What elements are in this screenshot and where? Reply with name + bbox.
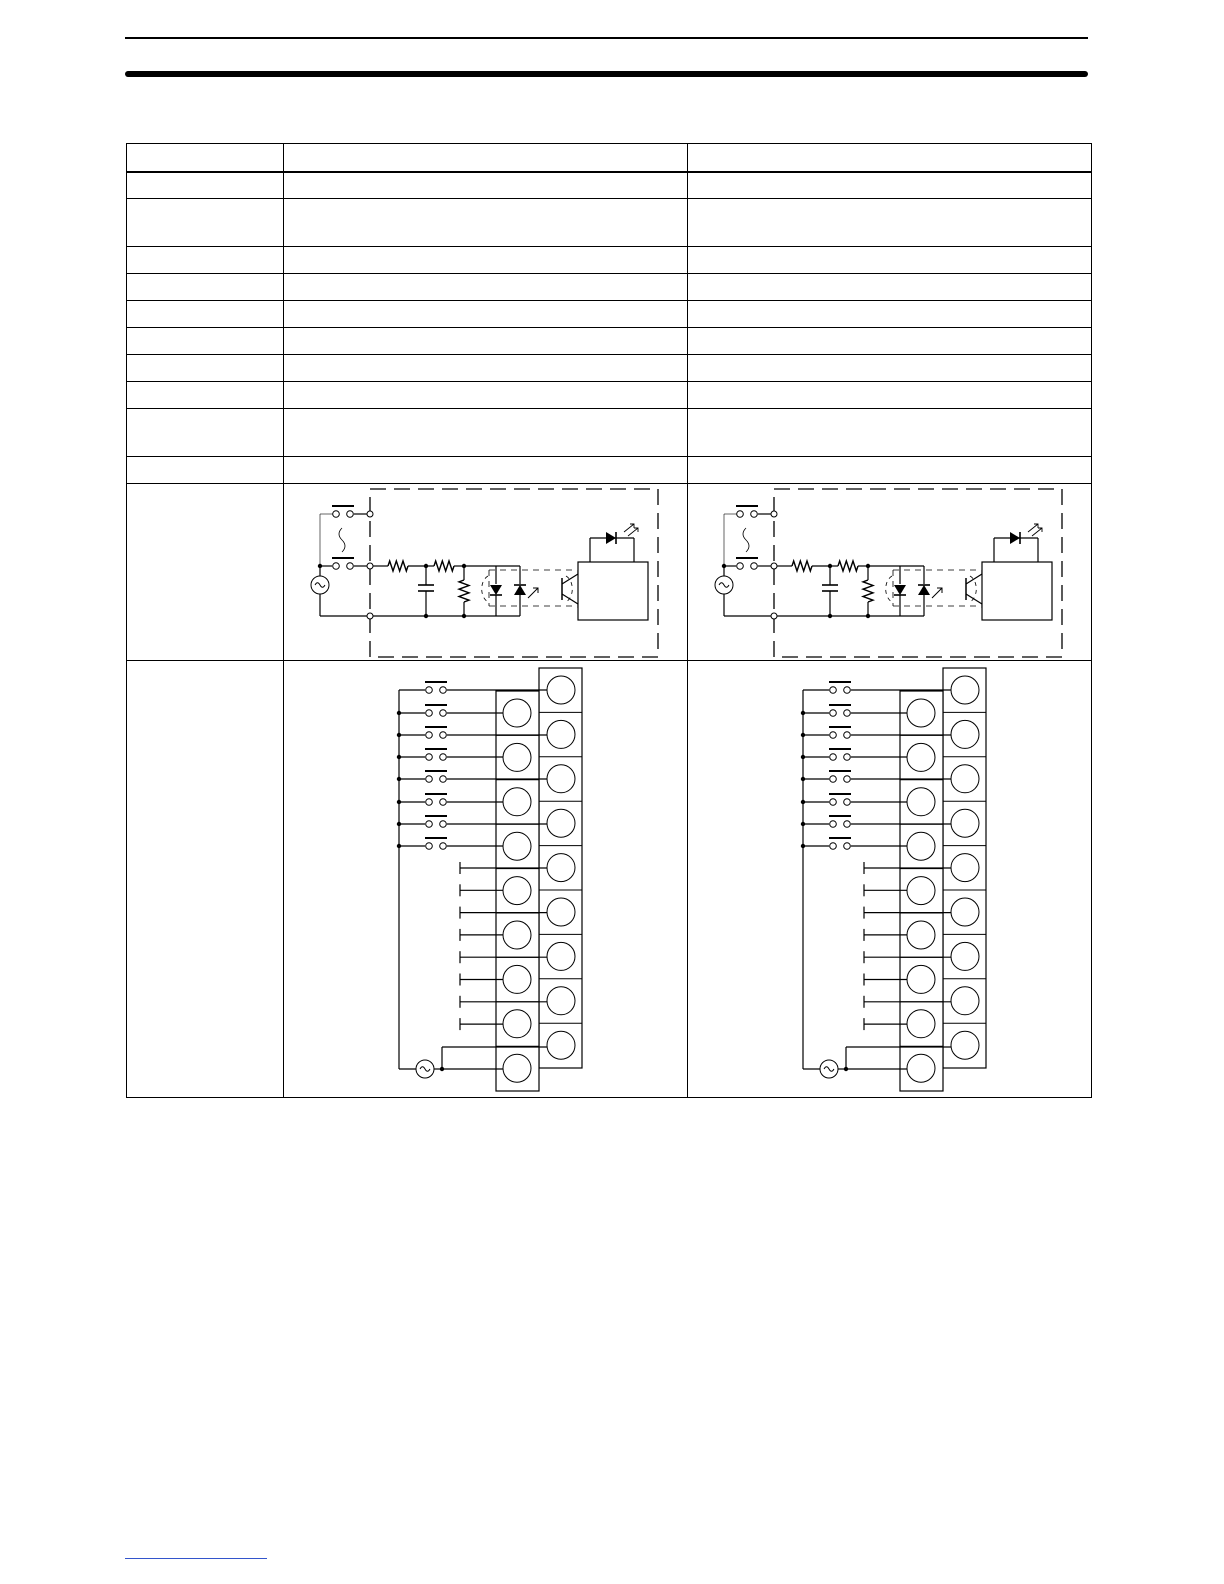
switch-icon [736,506,758,517]
resistor-icon [434,561,454,571]
table-header-row [127,144,1092,172]
switch-contact [333,511,340,518]
switch-contact [426,687,433,694]
terminal-screw [547,898,575,926]
terminal-screw [503,965,531,993]
terminal-screw [907,921,935,949]
switch-contact [440,843,447,850]
terminal-point [367,613,373,619]
resistor-icon [792,561,812,571]
switch-contact [347,511,354,518]
switch-icon [425,727,447,738]
row-value-a [284,355,688,382]
table-row [127,355,1092,382]
terminal-block-icon [900,668,986,1091]
resistor-zigzag [388,561,408,571]
row-value-a [284,457,688,484]
switch-icon [425,794,447,805]
junction-dot [397,822,401,826]
row-value-b [688,247,1092,274]
switch-contact [426,732,433,739]
led-icon [918,585,930,595]
footnote-rule [125,1558,267,1559]
header-cell-model-a [284,144,688,172]
optocoupler-boundary [893,570,977,606]
junction-dot [828,614,832,618]
terminal-screw [503,877,531,905]
row-label [127,247,284,274]
terminal-screw [547,720,575,748]
diode-icon [894,585,906,595]
junction-dot [866,614,870,618]
terminal-point [771,613,777,619]
table-row [127,199,1092,247]
indicator-led-icon [1010,532,1020,544]
terminal-screw [503,743,531,771]
connections-row [127,661,1092,1098]
switch-contact [426,843,433,850]
switch-contact [440,710,447,717]
diode-body [894,585,906,595]
terminal-screw [951,942,979,970]
circuit-cell-b [688,484,1092,661]
row-label [127,409,284,457]
optocoupler-boundary [489,570,573,606]
resistor-zigzag [863,580,873,602]
row-value-a [284,301,688,328]
row-value-b [688,457,1092,484]
switch-contact [844,710,851,717]
row-value-b [688,409,1092,457]
switch-contact [844,776,851,783]
junction-dot [397,800,401,804]
terminal-screw [547,987,575,1015]
switch-contact [440,732,447,739]
resistor-zigzag [459,580,469,602]
light-arrow [624,524,634,532]
row-value-b [688,274,1092,301]
switch-contact [347,563,354,570]
switch-contact [844,843,851,850]
switch-contact [844,754,851,761]
switch-icon [425,838,447,849]
terminal-screw [951,809,979,837]
row-label [127,172,284,199]
led-icon [514,585,526,595]
switch-contact [440,687,447,694]
row-label [127,382,284,409]
light-arrow [628,528,638,536]
junction-dot [397,711,401,715]
terminal-point [367,511,373,517]
switch-icon [425,771,447,782]
terminal-screw [503,832,531,860]
resistor-zigzag [792,561,812,571]
switch-icon [829,771,851,782]
terminal-screw [547,809,575,837]
terminal-screw [951,987,979,1015]
table-row [127,274,1092,301]
terminal-screw [907,1010,935,1038]
switch-contact [830,821,837,828]
switch-contact [751,563,758,570]
header-cell-item [127,144,284,172]
table-row [127,382,1092,409]
terminal-screw [951,854,979,882]
row-value-a [284,328,688,355]
switch-contact [844,821,851,828]
terminal-screw [503,1054,531,1082]
switch-contact [440,799,447,806]
row-value-a [284,274,688,301]
diode-body [490,585,502,595]
terminal-point [771,511,777,517]
switch-contact [830,843,837,850]
terminal-screw [951,765,979,793]
light-arrow [1028,524,1038,532]
row-value-b [688,355,1092,382]
switch-contact [830,754,837,761]
transistor-collector [966,574,982,584]
terminal-screw [951,676,979,704]
terminal-screw [907,699,935,727]
switch-icon [332,506,354,517]
terminal-screw [547,1031,575,1059]
switch-contact [844,799,851,806]
switch-contact [333,563,340,570]
light-arrow [932,588,942,598]
row-label [127,328,284,355]
switch-contact [440,776,447,783]
terminal-point [771,563,777,569]
ac-source-icon [311,576,329,594]
jumper-symbol [339,528,345,552]
terminal-screw [907,877,935,905]
ac-source-icon [715,576,733,594]
row-label [127,457,284,484]
resistor-icon [863,580,873,602]
terminal-screw [951,1031,979,1059]
junction-dot [424,614,428,618]
terminal-screw [907,832,935,860]
terminal-block-icon [496,668,582,1091]
junction-dot [801,711,805,715]
transistor-collector [562,574,578,584]
switch-contact [426,710,433,717]
junction-dot [397,777,401,781]
row-value-b [688,382,1092,409]
terminal-screw [547,765,575,793]
terminal-screw [907,965,935,993]
resistor-icon [459,580,469,602]
terminal-screw [907,743,935,771]
row-label [127,301,284,328]
transistor-emitter [966,594,982,604]
internal-circuit-box [982,562,1052,620]
circuit-row [127,484,1092,661]
terminal-screw [503,921,531,949]
table-row [127,172,1092,199]
row-label [127,199,284,247]
switch-icon [829,727,851,738]
junction-dot [462,614,466,618]
switch-contact [426,821,433,828]
terminal-screw [547,942,575,970]
junction-dot [801,822,805,826]
row-label [127,355,284,382]
connections-cell-b [688,661,1092,1098]
row-label [127,274,284,301]
switch-icon [829,682,851,693]
switch-icon [425,705,447,716]
switch-contact [844,732,851,739]
resistor-zigzag [838,561,858,571]
table-row [127,457,1092,484]
switch-contact [830,687,837,694]
resistor-icon [388,561,408,571]
switch-contact [426,776,433,783]
switch-icon [425,682,447,693]
switch-contact [844,687,851,694]
terminal-diagram-a [284,661,686,1097]
led-body [606,532,616,544]
switch-icon [829,838,851,849]
terminal-screw [951,898,979,926]
terminal-screw [951,720,979,748]
ac-source-icon [820,1060,838,1078]
switch-icon [829,749,851,760]
internal-circuit-box [578,562,648,620]
light-arrow [528,588,538,598]
diode-body [918,585,930,595]
header-rule-thin [125,37,1088,39]
jumper-symbol [743,528,749,552]
switch-contact [440,821,447,828]
switch-contact [737,511,744,518]
row-value-b [688,172,1092,199]
switch-icon [425,749,447,760]
switch-contact [737,563,744,570]
junction-dot [801,733,805,737]
switch-icon [425,816,447,827]
switch-contact [426,799,433,806]
switch-contact [751,511,758,518]
row-value-a [284,172,688,199]
photo-transistor-icon [966,570,982,608]
terminal-screw [907,788,935,816]
header-cell-model-b [688,144,1092,172]
switch-icon [829,794,851,805]
junction-dot [397,733,401,737]
table-row [127,247,1092,274]
junction-dot [801,777,805,781]
capacitor-icon [822,585,838,591]
row-value-b [688,199,1092,247]
photo-transistor-icon [562,570,578,608]
header-rule-thick [125,71,1088,77]
switch-icon [332,558,354,569]
terminal-screw [907,1054,935,1082]
diode-icon [490,585,502,595]
terminal-screw [547,854,575,882]
resistor-icon [838,561,858,571]
switch-icon [829,705,851,716]
switch-contact [426,754,433,761]
transistor-emitter [562,594,578,604]
junction-dot [397,755,401,759]
terminal-screw [503,788,531,816]
junction-dot [801,844,805,848]
circuit-cell-a [284,484,688,661]
junction-dot [801,755,805,759]
switch-icon [736,558,758,569]
row-value-a [284,382,688,409]
row-value-b [688,301,1092,328]
row-value-a [284,409,688,457]
connections-cell-a [284,661,688,1098]
switch-contact [830,799,837,806]
switch-icon [829,816,851,827]
terminal-diagram-b [688,661,1090,1097]
capacitor-icon [418,585,434,591]
junction-dot [801,800,805,804]
switch-contact [440,754,447,761]
resistor-zigzag [434,561,454,571]
circuit-diagram-b [688,484,1090,660]
row-value-b [688,328,1092,355]
terminal-screw [503,699,531,727]
light-arrow [1032,528,1042,536]
terminal-point [367,563,373,569]
spec-table [126,143,1092,1098]
switch-contact [830,732,837,739]
row-value-a [284,199,688,247]
table-row [127,301,1092,328]
terminal-screw [503,1010,531,1038]
diode-body [514,585,526,595]
row-value-a [284,247,688,274]
circuit-diagram-a [284,484,686,660]
junction-dot [397,844,401,848]
circuit-row-label [127,484,284,661]
table-row [127,409,1092,457]
switch-contact [830,710,837,717]
switch-contact [830,776,837,783]
indicator-led-icon [606,532,616,544]
ac-source-icon [416,1060,434,1078]
terminal-screw [547,676,575,704]
connections-row-label [127,661,284,1098]
table-row [127,328,1092,355]
led-body [1010,532,1020,544]
